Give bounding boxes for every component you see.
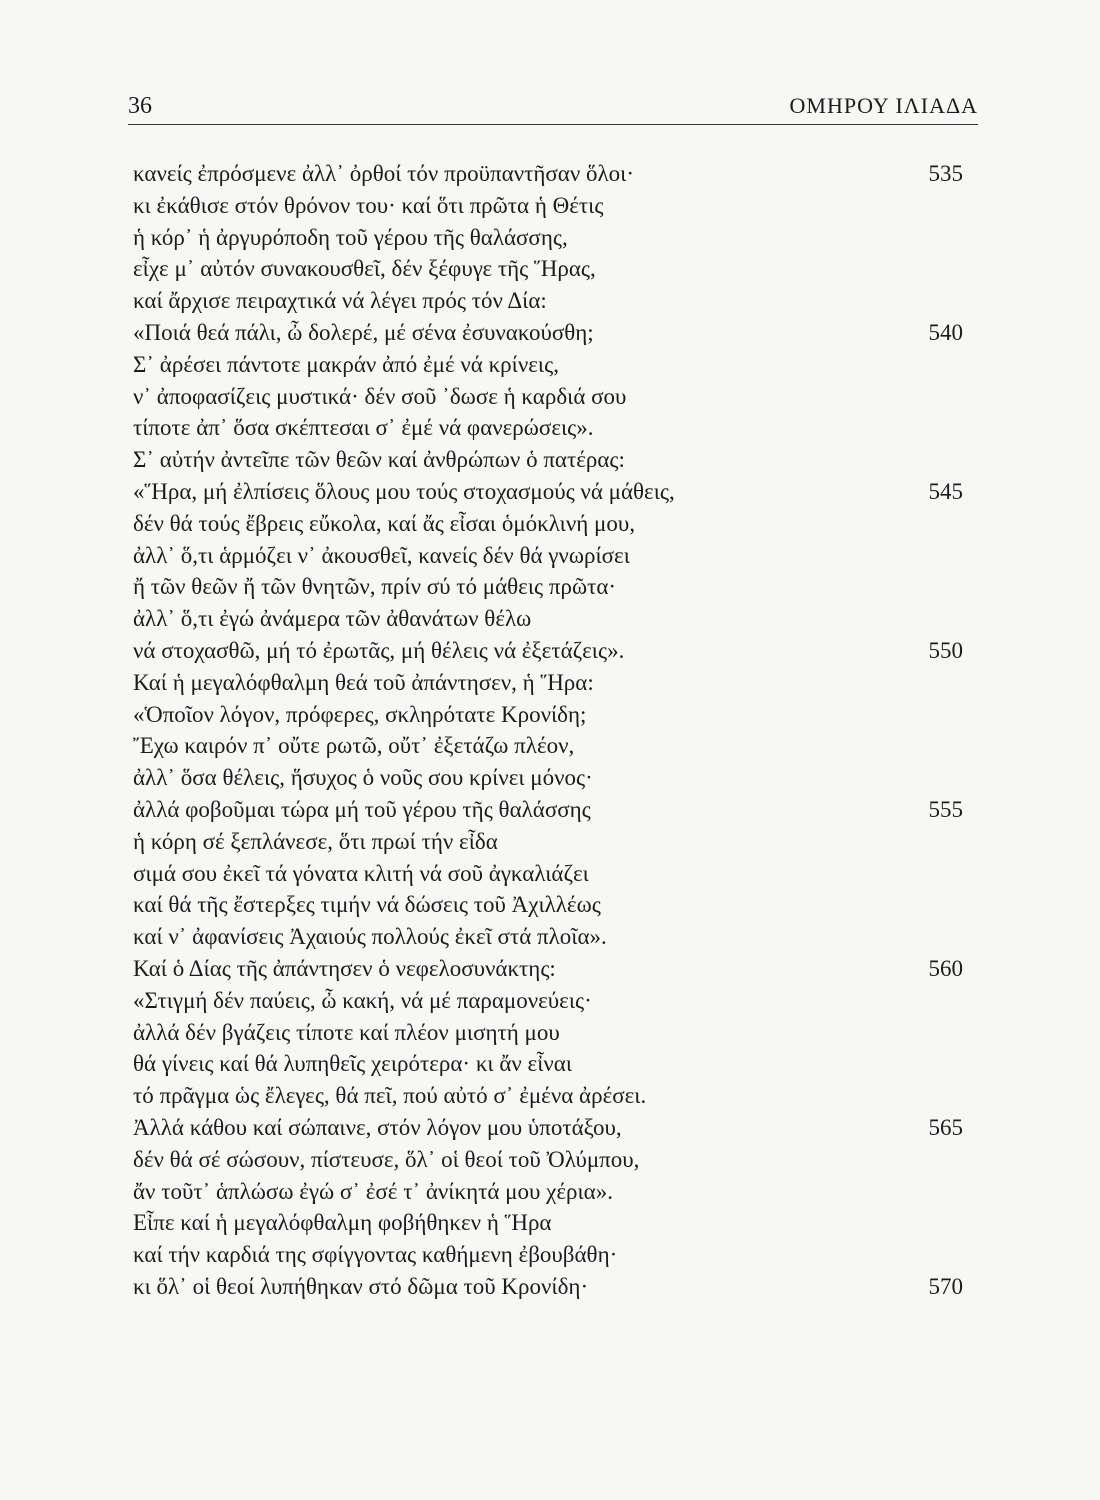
verse-text: ἀλλ᾽ ὅ,τι ἐγώ ἀνάμερα τῶν ἀθανάτων θέλω xyxy=(133,606,532,632)
verse-text: ἄν τοῦτ᾽ ἁπλώσω ἐγώ σ᾽ ἐσέ τ᾽ ἀνίκητά μου χέρια». xyxy=(133,1178,613,1204)
verse-line xyxy=(133,412,963,444)
verse-line xyxy=(133,571,963,603)
verse-text: ἡ κόρ᾽ ἡ ἀργυρόποδη τοῦ γέρου τῆς θαλάσσης, xyxy=(133,224,568,250)
verse-line xyxy=(133,476,963,508)
verse-line xyxy=(133,667,963,699)
verse-line xyxy=(133,285,963,317)
verse-line xyxy=(133,1144,963,1176)
verse-text: καί ν᾽ ἀφανίσεις Ἀχαιούς πολλούς ἐκεῖ στά πλοῖα». xyxy=(133,924,607,950)
verse-text: εἶχε μ᾽ αὐτόν συνακουσθεῖ, δέν ξέφυγε τῆς Ἥρας, xyxy=(133,256,596,282)
verse-text: Καί ὁ Δίας τῆς ἀπάντησεν ὁ νεφελοσυνάκτης: xyxy=(133,955,556,981)
verse-line xyxy=(133,222,963,254)
page-number: 36 xyxy=(128,93,152,119)
verse-line xyxy=(133,349,963,381)
verse-line xyxy=(133,985,963,1017)
verse-line xyxy=(133,603,963,635)
verse-line-number: 540 xyxy=(928,319,963,345)
verse-line xyxy=(133,381,963,413)
verse-text: ἤ τῶν θεῶν ἤ τῶν θνητῶν, πρίν σύ τό μάθεις πρῶτα· xyxy=(133,574,617,600)
verse-line xyxy=(133,921,963,953)
verse-line xyxy=(133,190,963,222)
verse-line-number: 560 xyxy=(928,955,963,981)
verse-line xyxy=(133,953,963,985)
verse-line xyxy=(133,1176,963,1208)
verse-text: «Ὁποῖον λόγον, πρόφερες, σκληρότατε Κρονίδη; xyxy=(133,701,587,727)
verse-line-number: 550 xyxy=(928,637,963,663)
verse-text: νά στοχασθῶ, μή τό ἐρωτᾶς, μή θέλεις νά ἐξετάζεις». xyxy=(133,637,625,663)
verse-text: καί τήν καρδιά της σφίγγοντας καθήμενη ἐβουβάθη· xyxy=(133,1242,618,1268)
verse-text: «Στιγμή δέν παύεις, ὦ κακή, νά μέ παραμονεύεις· xyxy=(133,987,592,1013)
verse-line xyxy=(133,699,963,731)
verse-line-number: 570 xyxy=(928,1273,963,1299)
verse-text: δέν θά τούς ἔβρεις εὔκολα, καί ἄς εἶσαι ὁμόκλινή μου, xyxy=(133,510,635,536)
verse-line xyxy=(133,158,963,190)
verse-text: καί θά τῆς ἔστερξες τιμήν νά δώσεις τοῦ Ἀχιλλέως xyxy=(133,892,601,918)
verse-line xyxy=(133,253,963,285)
verse-text: Καί ἡ μεγαλόφθαλμη θεά τοῦ ἀπάντησεν, ἡ Ἥρα: xyxy=(133,669,594,695)
verse-text: ἀλλά δέν βγάζεις τίποτε καί πλέον μισητή μου xyxy=(133,1019,560,1045)
verse-line xyxy=(133,540,963,572)
verse-line xyxy=(133,1207,963,1239)
verse-text: Σ᾽ αὐτήν ἀντεῖπε τῶν θεῶν καί ἀνθρώπων ὁ πατέρας: xyxy=(133,447,625,473)
verse-line xyxy=(133,444,963,476)
verse-line xyxy=(133,1017,963,1049)
verse-text: «Ἥρα, μή ἐλπίσεις ὅλους μου τούς στοχασμούς νά μάθεις, xyxy=(133,478,675,504)
verse-text: ἀλλά φοβοῦμαι τώρα μή τοῦ γέρου τῆς θαλάσσης xyxy=(133,796,591,822)
page-header xyxy=(128,88,978,124)
verse-text: Εἶπε καί ἡ μεγαλόφθαλμη φοβήθηκεν ἡ Ἥρα xyxy=(133,1210,552,1236)
verse-text: ἀλλ᾽ ὅ,τι ἁρμόζει ν᾽ ἀκουσθεῖ, κανείς δέν θά γνωρίσει xyxy=(133,542,630,568)
header-rule xyxy=(128,124,978,125)
verse-line xyxy=(133,317,963,349)
verse-text: κανείς ἐπρόσμενε ἀλλ᾽ ὀρθοί τόν προϋπαντῆσαν ὅλοι· xyxy=(133,161,634,186)
verse-line xyxy=(133,730,963,762)
verse-line xyxy=(133,1048,963,1080)
verse-line xyxy=(133,762,963,794)
verse-text: Ἔχω καιρόν π᾽ οὔτε ρωτῶ, οὔτ᾽ ἐξετάζω πλέον, xyxy=(133,733,575,759)
verse-text: θά γίνεις καί θά λυπηθεῖς χειρότερα· κι ἄν εἶναι xyxy=(133,1051,573,1077)
verse-text: δέν θά σέ σώσουν, πίστευσε, ὅλ᾽ οἱ θεοί τοῦ Ὀλύμπου, xyxy=(133,1146,640,1172)
running-title: ΟΜΗΡΟΥ ΙΛΙΑΔΑ xyxy=(789,93,978,118)
verse-text: τό πρᾶγμα ὡς ἔλεγες, θά πεῖ, πού αὐτό σ᾽ ἐμένα ἀρέσει. xyxy=(133,1083,647,1109)
verse-text: καί ἄρχισε πειραχτικά νά λέγει πρός τόν Δία: xyxy=(133,288,547,314)
verse-line xyxy=(133,1112,963,1144)
verse-text: «Ποιά θεά πάλι, ὦ δολερέ, μέ σένα ἐσυνακούσθη; xyxy=(133,319,594,345)
verse-line xyxy=(133,508,963,540)
verse-line xyxy=(133,889,963,921)
poem-text xyxy=(133,158,963,1303)
verse-text: ἡ κόρη σέ ξεπλάνεσε, ὅτι πρωί τήν εἶδα xyxy=(133,828,498,854)
verse-line xyxy=(133,1080,963,1112)
verse-line xyxy=(133,794,963,826)
verse-text: κι ὅλ᾽ οἱ θεοί λυπήθηκαν στό δῶμα τοῦ Κρονίδη· xyxy=(133,1273,589,1299)
verse-line-number: 555 xyxy=(928,796,963,822)
verse-text: Ἀλλά κάθου καί σώπαινε, στόν λόγον μου ὑποτάξου, xyxy=(133,1114,622,1140)
verse-text: τίποτε ἀπ᾽ ὅσα σκέπτεσαι σ᾽ ἐμέ νά φανερώσεις». xyxy=(133,415,594,441)
verse-line xyxy=(133,826,963,858)
verse-line-number: 565 xyxy=(928,1114,963,1140)
verse-line xyxy=(133,1271,963,1303)
verse-text: ν᾽ ἀποφασίζεις μυστικά· δέν σοῦ ᾽δωσε ἡ καρδιά σου xyxy=(133,383,627,409)
verse-line-number: 535 xyxy=(928,161,963,186)
verse-line-number: 545 xyxy=(928,478,963,504)
verse-text: Σ᾽ ἀρέσει πάντοτε μακράν ἀπό ἐμέ νά κρίνεις, xyxy=(133,351,559,377)
verse-line xyxy=(133,858,963,890)
verse-line xyxy=(133,635,963,667)
verse-text: ἀλλ᾽ ὅσα θέλεις, ἥσυχος ὁ νοῦς σου κρίνει μόνος· xyxy=(133,765,593,791)
verse-text: κι ἐκάθισε στόν θρόνον του· καί ὅτι πρῶτα ἡ Θέτις xyxy=(133,192,604,218)
verse-line xyxy=(133,1239,963,1271)
verse-text: σιμά σου ἐκεῖ τά γόνατα κλιτή νά σοῦ ἀγκαλιάζει xyxy=(133,860,589,886)
